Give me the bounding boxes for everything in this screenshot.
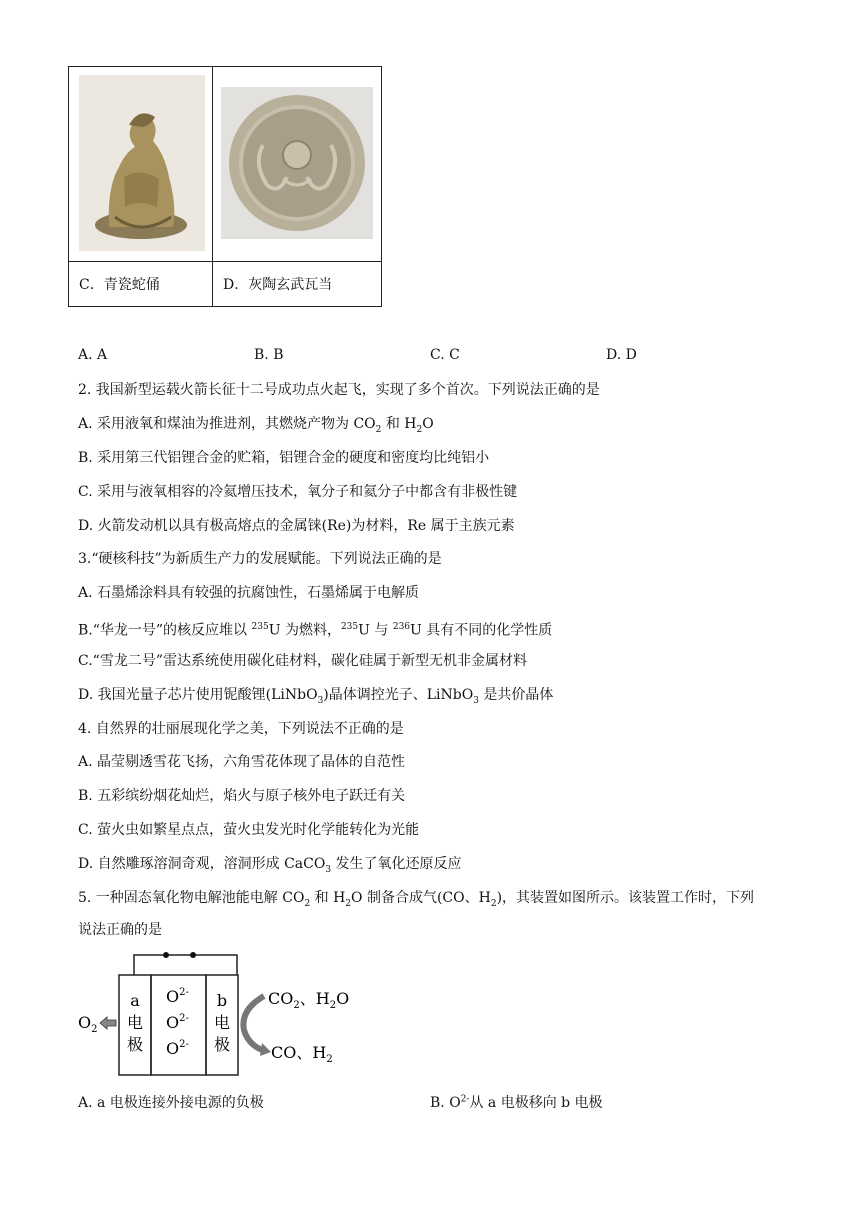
artifact-d-caption: D．灰陶玄武瓦当: [213, 262, 382, 307]
q1-option-a: A. A: [78, 347, 108, 363]
a-electrode-char2: 极: [126, 1035, 144, 1054]
electrolysis-cell-diagram: [76, 948, 366, 1078]
q3-option-a: A. 石墨烯涂料具有较强的抗腐蚀性，石墨烯属于电解质: [78, 585, 420, 601]
q4-option-c: C. 萤火虫如繁星点点，萤火虫发光时化学能转化为光能: [78, 822, 420, 838]
products-label: CO、$H_2$: [271, 1043, 333, 1065]
q3-stem: 3.“硬核科技”为新质生产力的发展赋能。下列说法正确的是: [78, 551, 442, 567]
a-electrode-letter: a: [130, 991, 140, 1010]
q2-option-a: A. 采用液氧和煤油为推进剂，其燃烧产物为 $CO_2$ 和 $H_2O$: [78, 416, 434, 435]
a-electrode-char1: 电: [126, 1013, 144, 1032]
q4-option-b: B. 五彩缤纷烟花灿烂，焰火与原子核外电子跃迁有关: [78, 788, 406, 804]
celadon-snake-figurine-image: [69, 67, 212, 257]
b-electrode-char1: 电: [213, 1013, 231, 1032]
oxide-ion-3: $O^{2-}$: [166, 1039, 189, 1058]
q3-option-b: B.“华龙一号”的核反应堆以 $^{235}$U 为燃料，$^{235}$U 与 $^{236}$U 具有不同的化学性质: [78, 622, 553, 639]
b-electrode-letter: b: [216, 991, 228, 1010]
q3-option-c: C.“雪龙二号”雷达系统使用碳化硅材料，碳化硅属于新型无机非金属材料: [78, 653, 527, 669]
q5-stem-line2: 说法正确的是: [78, 922, 162, 938]
q3-option-d: D. 我国光量子芯片使用铌酸锂(LiNbO$_3$)晶体调控光子、LiNbO$_3$ 是共价晶体: [78, 687, 554, 706]
q5-option-b: B. $O^{2-}$从 a 电极移向 b 电极: [430, 1094, 603, 1111]
q4-option-a: A. 晶莹剔透雪花飞扬，六角雪花体现了晶体的自范性: [78, 754, 406, 770]
artifact-d-image-cell: [213, 67, 382, 262]
grey-pottery-tile-end-image: [213, 67, 381, 257]
q2-stem: 2. 我国新型运载火箭长征十二号成功点火起飞，实现了多个首次。下列说法正确的是: [78, 382, 600, 398]
terminal-dot-left: [163, 952, 169, 958]
artifact-table: [68, 66, 382, 307]
q1-option-b: B. B: [254, 347, 284, 363]
b-electrode-char2: 极: [213, 1035, 231, 1054]
arrow-head-icon: [260, 1043, 271, 1056]
q4-stem: 4. 自然界的壮丽展现化学之美，下列说法不正确的是: [78, 721, 404, 737]
q5-option-a: A. a 电极连接外接电源的负极: [78, 1095, 264, 1111]
oxygen-arrow-icon: [100, 1017, 116, 1029]
terminal-dot-right: [190, 952, 196, 958]
external-wire: [134, 955, 237, 975]
q2-option-c: C. 采用与液氧相容的冷氦增压技术，氧分子和氦分子中都含有非极性键: [78, 484, 518, 500]
oxide-ion-1: $O^{2-}$: [166, 987, 189, 1006]
q5-stem-line1: 5. 一种固态氧化物电解池能电解 $CO_2$ 和 $H_2O$ 制备合成气(CO、$H_2$)，其装置如图所示。该装置工作时，下列: [78, 890, 755, 909]
oxygen-label: $O_2$: [78, 1013, 98, 1035]
q2-option-d: D. 火箭发动机以具有极高熔点的金属铼(Re)为材料，Re 属于主族元素: [78, 518, 515, 534]
curved-reaction-arrow-icon: [243, 996, 264, 1050]
q4-option-d: D. 自然雕琢溶洞奇观，溶洞形成 CaCO$_3$ 发生了氧化还原反应: [78, 856, 462, 875]
reactants-label: $CO_2$、$H_2O$: [268, 989, 350, 1011]
q1-option-d: D. D: [606, 347, 637, 363]
oxide-ion-2: $O^{2-}$: [166, 1013, 189, 1032]
artifact-c-caption: C．青瓷蛇俑: [69, 262, 213, 307]
q1-option-c: C. C: [430, 347, 460, 363]
q2-option-b: B. 采用第三代铝锂合金的贮箱，铝锂合金的硬度和密度均比纯铝小: [78, 450, 490, 466]
artifact-c-image-cell: [69, 67, 213, 262]
